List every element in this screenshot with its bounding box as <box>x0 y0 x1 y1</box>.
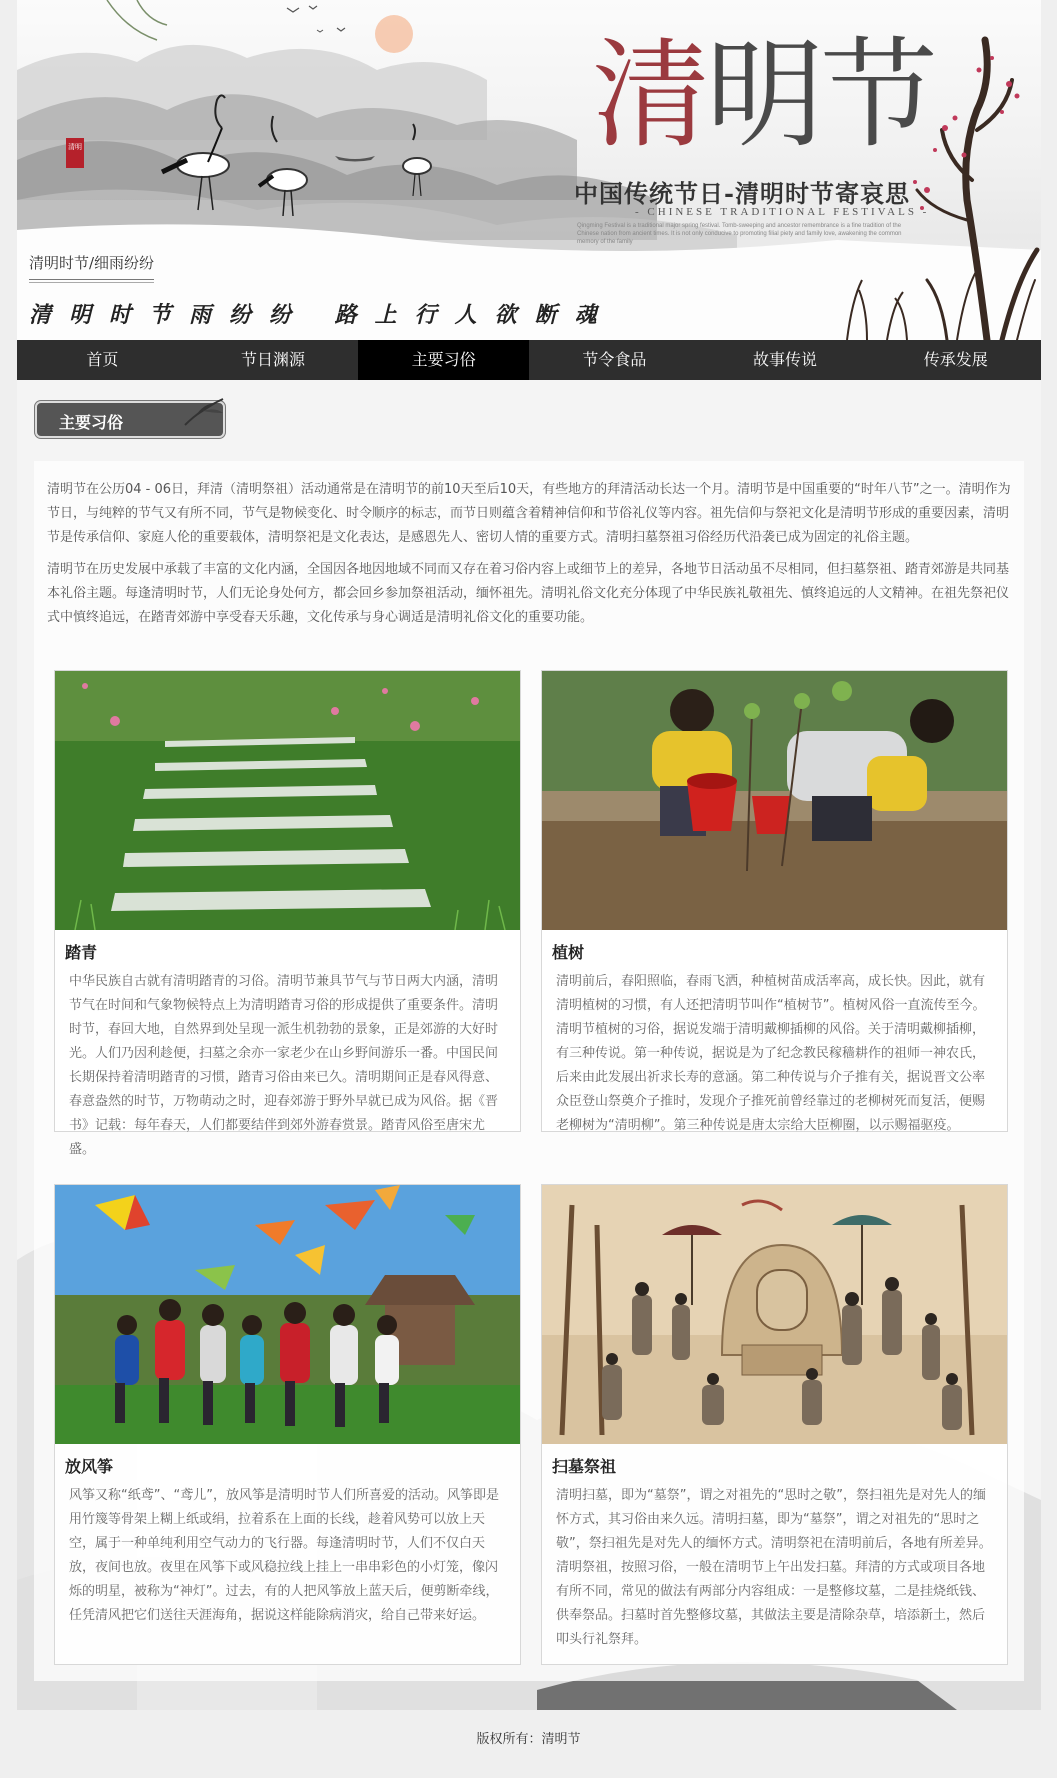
footer-copyright: 版权所有：清明节 <box>476 1732 581 1747</box>
main-nav <box>17 340 1041 380</box>
red-seal-stamp: 清明 <box>66 138 84 168</box>
custom-card-kite <box>54 1184 521 1665</box>
page-wrapper <box>17 0 1041 1647</box>
nav-item-heritage[interactable]: 传承发展 <box>923 350 988 369</box>
intro-paragraph-1: 清明节在公历04 - 06日，拜清（清明祭祖）活动通常是在清明节的前10天至后10天，有些地方的拜清活动长达一个月。清明节是中国重要的“时年八节”之一。清明作为节日，与纯粹的节气又有所不同，节气是物候变化、时令顺序的标志，而节日则蕴含着精神信仰和节俗礼仪等内容。祖先信仰与祭祀文化是清明节形成的重要因素，清明节是传承信仰、家庭人伦的重要载体，清明祭祀是文化表达，是感恩先人、密切人情的重要方式。清明扫墓祭祖习俗经历代沿袭已成为固定的礼俗主题。 <box>47 482 1011 545</box>
ancient-tomb-sweeping-painting <box>542 1185 1007 1444</box>
banner-en-paragraph: Qingming Festival is a traditional major spring festival. Tomb-sweeping and ancestor remembrance is a fine tradition of the Chinese nation from ancient times. It is not only conducive to promoting filial piety and family love, awakening the common memory of the family <box>577 223 902 245</box>
card-text: 清明扫墓，即为“墓祭”，谓之对祖先的“思时之敬”，祭扫祖先是对先人的缅怀方式，其习俗由来久远。清明扫墓，即为“墓祭”，谓之对祖先的“思时之敬”，祭扫祖先是对先人的缅怀方式。清明祭祀在清明前后，各地有所差异。清明祭祖，按照习俗，一般在清明节上午出发扫墓。拜清的方式或项目各地有所不同，常见的做法有两部分内容组成：一是整修坟墓，二是挂烧纸钱、供奉祭品。扫墓时首先整修坟墓，其做法主要是清除杂草，培添新土，然后叩头行礼祭拜。 <box>556 1488 992 1647</box>
card-title: 踏青 <box>65 943 98 962</box>
card-title: 扫墓祭祖 <box>552 1457 617 1476</box>
banner-main-title <box>592 0 934 170</box>
nav-item-food[interactable]: 节令食品 <box>582 350 647 369</box>
nav-item-origin[interactable]: 节日渊源 <box>241 350 306 369</box>
intro-paragraph-2: 清明节在历史发展中承载了丰富的文化内涵，全国因各地因地域不同而又存在着习俗内容上或细节上的差异，各地节日活动虽不尽相同，但扫墓祭祖、踏青郊游是共同基本礼俗主题。每逢清明时节，人们无论身处何方，都会回乡参加祭祖活动，缅怀祖先。清明礼俗文化充分体现了中华民族礼敬祖先、慎终追远的人文精神。在祖先祭祀仪式中慎终追远，在踏青郊游中享受春天乐趣，文化传承与身心调适是清明礼俗文化的重要功能。 <box>47 562 1010 625</box>
card-title: 放风筝 <box>65 1457 114 1476</box>
card-text: 清明前后，春阳照临，春雨飞洒，种植树苗成活率高，成长快。因此，就有清明植树的习惯，有人还把清明节叫作“植树节”。植树风俗一直流传至今。清明节植树的习俗，据说发端于清明戴柳插柳的风俗。关于清明戴柳插柳，有三种传说。第一种传说，据说是为了纪念教民稼穑耕作的祖师一神农氏，后来由此发展出祈求长寿的意涵。第二种传说与介子推有关，据说晋文公率众臣登山祭奠介子推时，发现介子推死前曾经靠过的老柳树死而复活，便赐老柳树为“清明柳”。第三种传说是唐太宗给大臣柳圈，以示赐福驱疫。 <box>556 974 986 1133</box>
banner-subtitle-en: - CHINESE TRADITIONAL FESTIVALS - <box>635 206 930 218</box>
section-title: 主要习俗 <box>59 413 124 432</box>
nav-item-legends[interactable]: 故事传说 <box>753 350 818 369</box>
custom-card-taqing <box>54 670 521 1157</box>
content-area <box>17 380 1041 1710</box>
intro-text <box>47 478 1012 638</box>
custom-card-zhishu <box>541 670 1008 1132</box>
bamboo-leaf-icon <box>181 395 227 429</box>
nav-item-customs[interactable]: 主要习俗 <box>358 340 529 380</box>
banner-title-rest: 明节 <box>706 26 935 164</box>
card-text: 风筝又称“纸鸢”、“鸢儿”，放风筝是清明时节人们所喜爱的活动。风筝即是用竹篾等骨架上糊上纸或绢，拉着系在上面的长线，趁着风势可以放上天空，属于一种单纯利用空气动力的飞行器。每逢清明时节，人们不仅白天放，夜间也放。夜里在风筝下或风稳拉线上挂上一串串彩色的小灯笼，像闪烁的明星，被称为“神灯”。过去，有的人把风筝放上蓝天后，便剪断牵线，任凭清风把它们送往天涯海角，据说这样能除病消灾，给自己带来好运。 <box>69 1488 499 1623</box>
grass-stepping-stones-photo <box>55 671 520 930</box>
banner-subtitle: 中国传统节日-清明时节寄哀思 <box>574 179 910 208</box>
children-planting-trees-photo <box>542 671 1007 930</box>
banner-poem: 清明时节雨纷纷 路上行人欲断魂 <box>29 302 615 328</box>
custom-card-saomu <box>541 1184 1008 1665</box>
card-text: 中华民族自古就有清明踏青的习俗。清明节兼具节气与节日两大内涵，清明节气在时间和气象物候特点上为清明踏青习俗的形成提供了重要条件。清明时节，春回大地，自然界到处呈现一派生机勃勃的景象，正是郊游的大好时光。人们乃因利趁便，扫墓之余亦一家老少在山乡野间游乐一番。中国民间长期保持着清明踏青的习惯，踏青习俗由来已久。清明期间正是春风得意、春意盎然的时节，万物萌动之时，迎春郊游于野外早就已成为风俗。据《晋书》记载：每年春天，人们都要结伴到郊外游春赏景。踏青风俗至唐宋尤盛。 <box>69 974 499 1157</box>
section-title-badge <box>35 401 225 438</box>
card-title: 植树 <box>552 943 585 962</box>
header-banner <box>17 0 1041 340</box>
banner-title-first-char: 清 <box>592 26 707 164</box>
banner-tagline: 清明时节/细雨纷纷 <box>29 252 154 280</box>
nav-item-home[interactable]: 首页 <box>86 350 119 369</box>
children-flying-kites-photo <box>55 1185 520 1444</box>
